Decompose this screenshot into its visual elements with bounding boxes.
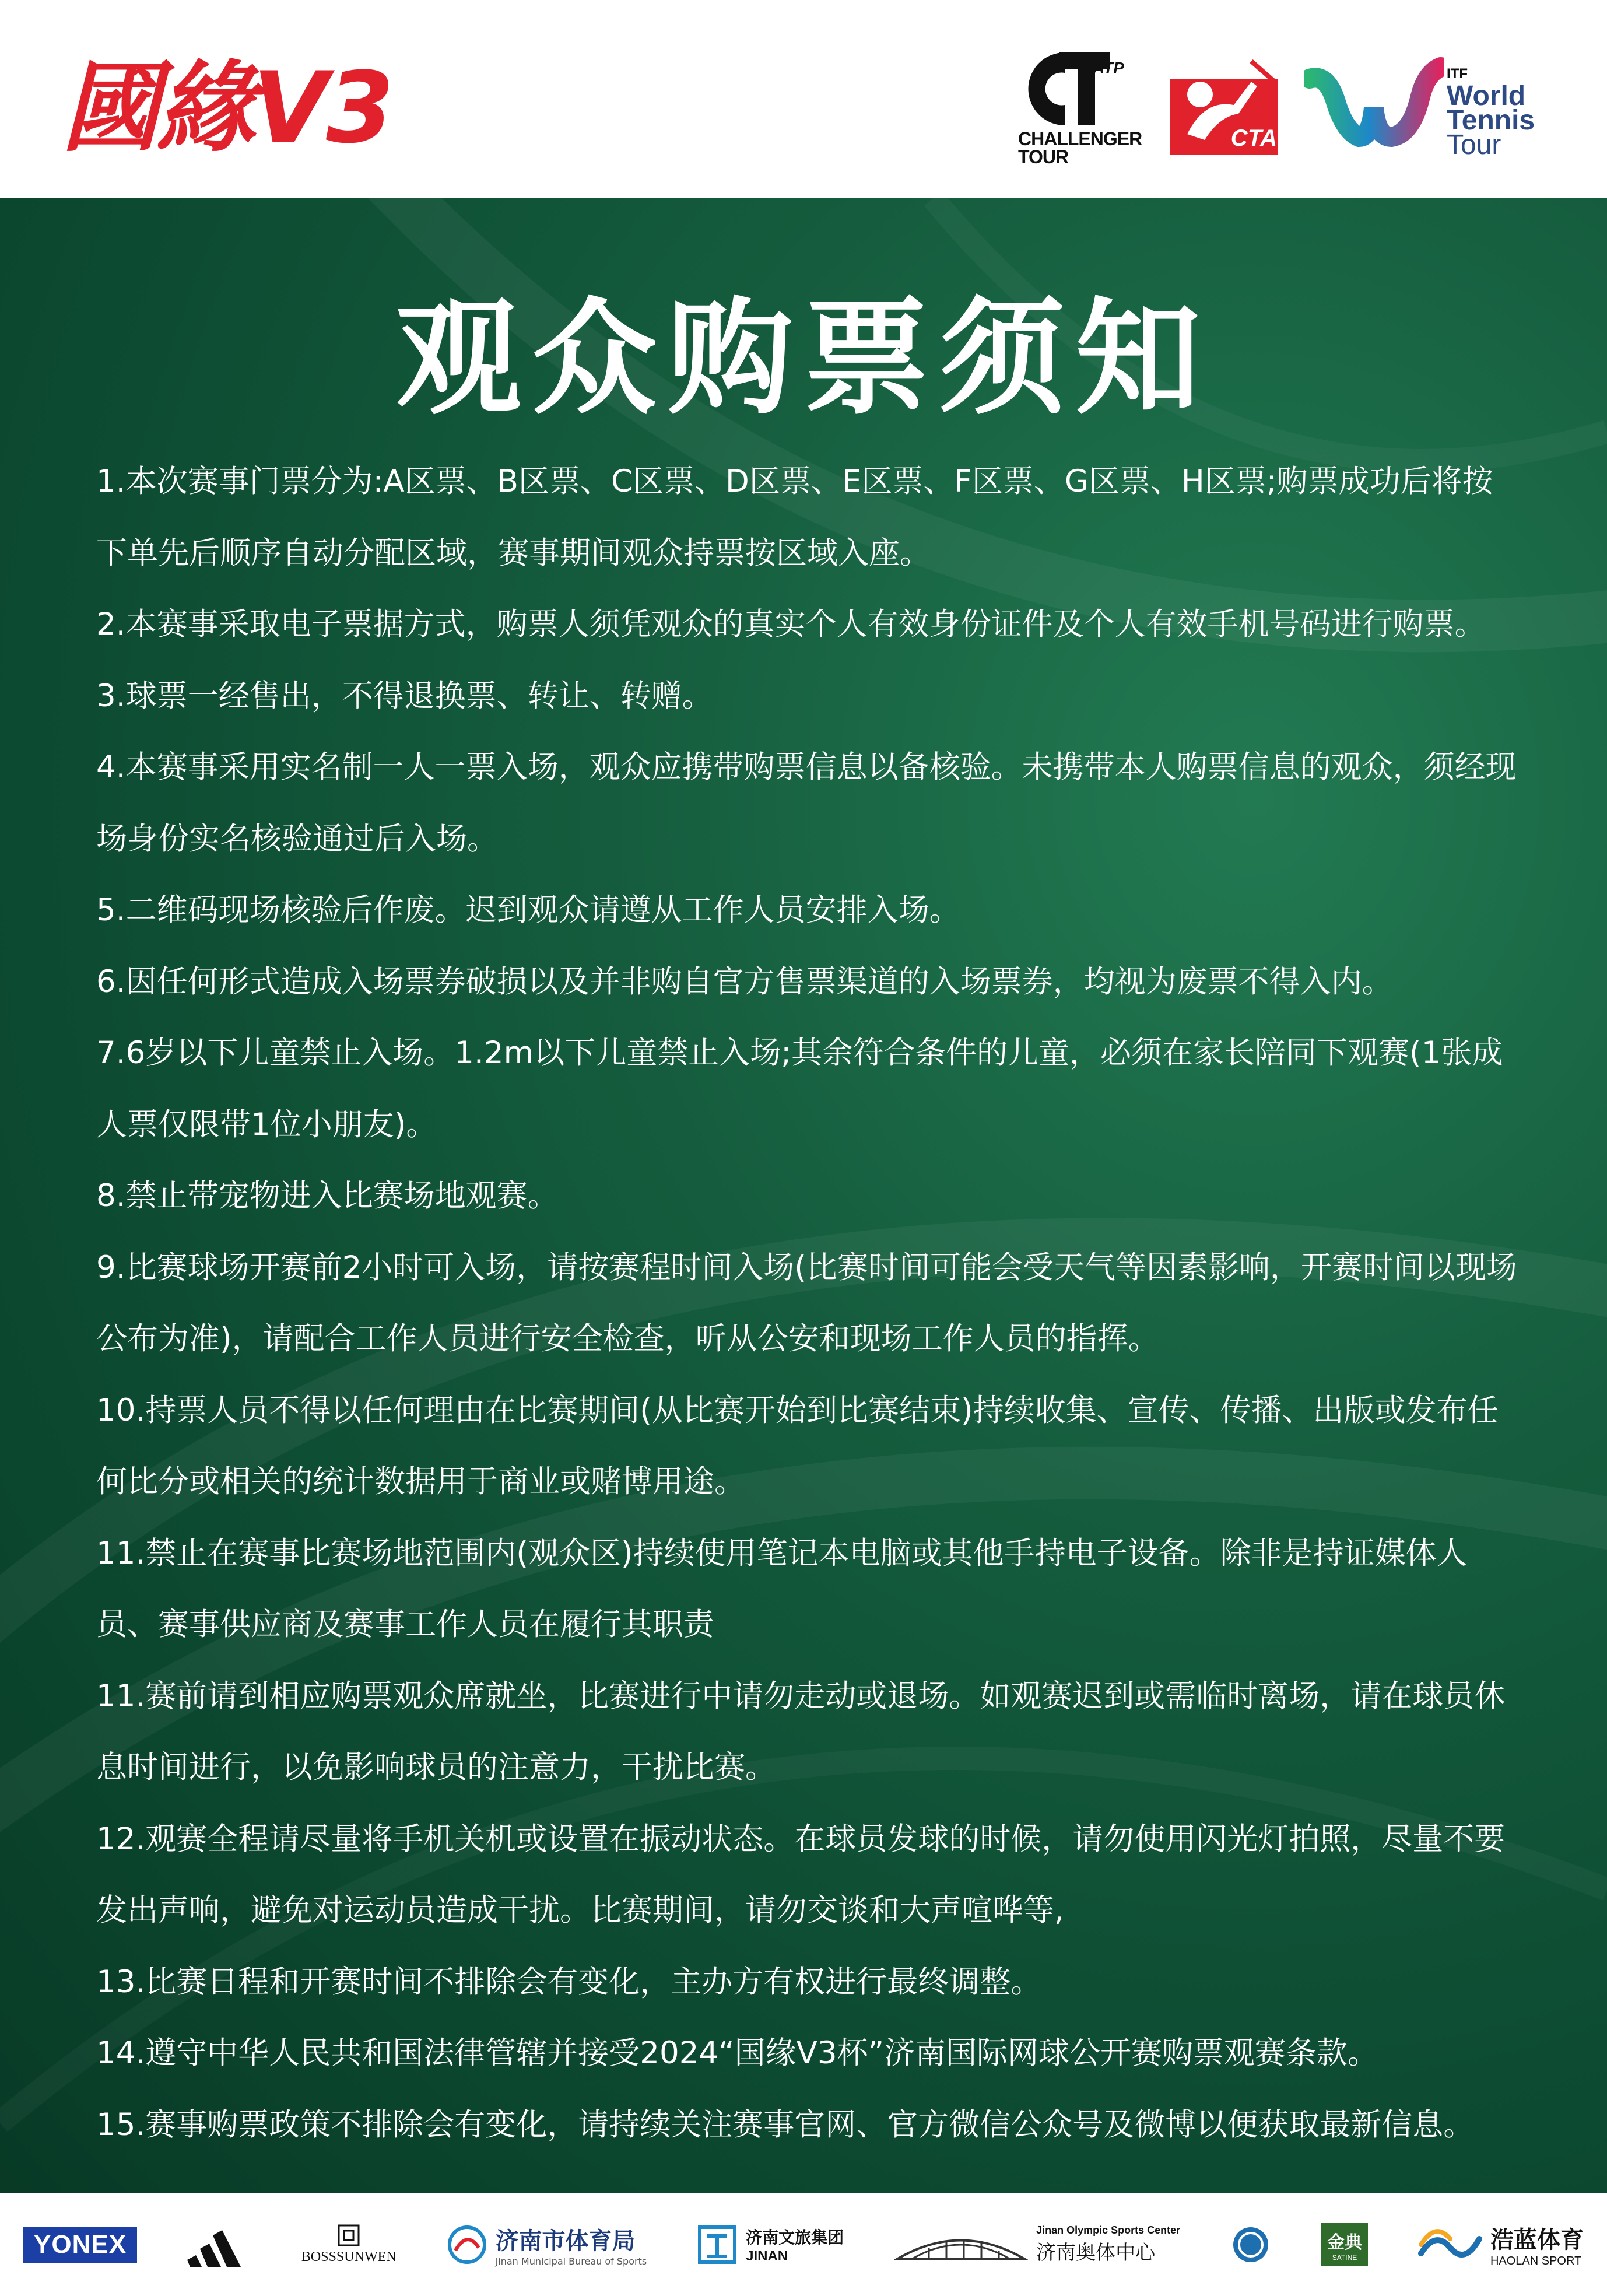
challenger-line1: CHALLENGER xyxy=(1018,128,1142,149)
jindian-label: 金典 xyxy=(1327,2232,1363,2253)
haolan-sport-logo xyxy=(1418,2221,1584,2268)
jinan-culture-logo xyxy=(697,2224,844,2265)
adidas-logo xyxy=(187,2221,251,2268)
wtt-mark-icon xyxy=(1304,50,1444,166)
jindian-logo xyxy=(1321,2223,1368,2266)
sponsor-footer xyxy=(0,2193,1607,2296)
rule-item: 15.赛事购票政策不排除会有变化，请持续关注赛事官网、官方微信公众号及微博以便获取最新信息。 xyxy=(96,2106,1475,2143)
rule-item: 12.观赛全程请尽量将手机关机或设置在振动状态。在球员发球的时候，请勿使用闪光灯拍照，尽量不要发出声响，避免对运动员造成干扰。比赛期间，请勿交谈和大声喧哗等, xyxy=(96,1821,1506,1928)
sports-bureau-mark-icon xyxy=(447,2224,487,2265)
jinan-olympic-center-logo xyxy=(894,2224,1180,2265)
rule-item: 14.遵守中华人民共和国法律管辖并接受2024“国缘V3杯”济南国际网球公开赛购票观赛条款。 xyxy=(96,2035,1379,2071)
sports-bureau-en-label: Jinan Municipal Bureau of Sports xyxy=(495,2255,647,2267)
sports-bureau-label: 济南市体育局 xyxy=(495,2227,636,2255)
culture-group-en-label: JINAN xyxy=(746,2248,788,2264)
haolan-en-label: HAOLAN SPORT xyxy=(1490,2254,1582,2267)
olympic-center-cn-label: 济南奥体中心 xyxy=(1036,2241,1156,2265)
rule-item: 10.持票人员不得以任何理由在比赛期间(从比赛开始到比赛结束)持续收集、宣传、传播、出版或发布任何比分或相关的统计数据用于商业或赌博用途。 xyxy=(96,1392,1499,1499)
itf-label: ITF xyxy=(1447,66,1468,82)
rule-item: 5.二维码现场核验后作废。迟到观众请遵从工作人员安排入场。 xyxy=(96,892,960,928)
bosssunwen-logo xyxy=(301,2224,397,2265)
rule-item: 7.6岁以下儿童禁止入场。1.2m以下儿童禁止入场;其余符合条件的儿童，必须在家长陪同下观赛(1张成人票仅限带1位小朋友)。 xyxy=(96,1035,1503,1142)
yonex-logo xyxy=(23,2227,137,2263)
rule-item: 11.赛前请到相应购票观众席就坐，比赛进行中请勿走动或退场。如观赛迟到或需临时离场，请在球员休息时间进行，以免影响球员的注意力，干扰比赛。 xyxy=(96,1678,1506,1785)
challenger-label xyxy=(1018,130,1142,166)
rule-item: 11.禁止在赛事比赛场地范围内(观众区)持续使用笔记本电脑或其他手持电子设备。除非是持证媒体人员、赛事供应商及赛事工作人员在履行其职责 xyxy=(96,1535,1468,1642)
haolan-label: 浩蓝体育 xyxy=(1490,2226,1584,2253)
atp-label: ATP xyxy=(1093,59,1124,77)
olympic-center-en-label: Jinan Olympic Sports Center xyxy=(1036,2224,1181,2236)
adidas-stripes-icon xyxy=(187,2221,251,2268)
header xyxy=(0,0,1607,198)
cta-logo xyxy=(1164,58,1280,157)
page-title: 观众购票须知 xyxy=(396,285,1211,432)
tournament-logos xyxy=(1018,50,1549,166)
guoyuan-v3-logo: 國緣V3 xyxy=(61,51,392,165)
stadium-icon xyxy=(894,2224,1028,2265)
challenger-line2: TOUR xyxy=(1018,146,1069,167)
rule-item: 3.球票一经售出，不得退换票、转让、转赠。 xyxy=(96,678,713,714)
wtt-line1: World xyxy=(1447,80,1526,111)
rule-item: 8.禁止带宠物进入比赛场地观赛。 xyxy=(96,1178,559,1214)
atp-challenger-logo xyxy=(1018,50,1141,166)
rule-item: 4.本赛事采用实名制一人一票入场，观众应携带购票信息以备核验。未携带本人购票信息的观众，须经现场身份实名核验通过后入场。 xyxy=(96,749,1517,857)
rules-list xyxy=(96,446,1519,2161)
jinan-sports-bureau-logo xyxy=(447,2223,647,2267)
cta-label: CTA xyxy=(1230,125,1277,151)
rule-item: 13.比赛日程和开赛时间不排除会有变化，主办方有权进行最终调整。 xyxy=(96,1964,1042,2000)
rule-item: 1.本次赛事门票分为:A区票、B区票、C区票、D区票、E区票、F区票、G区票、H区票;购票成功后将按下单先后顺序自动分配区域，赛事期间观众持票按区域入座。 xyxy=(96,464,1493,571)
wtt-line2: Tennis xyxy=(1447,105,1535,136)
wtt-line3: Tour xyxy=(1447,129,1501,160)
culture-group-label: 济南文旅集团 xyxy=(746,2227,844,2247)
world-tennis-tour-logo xyxy=(1304,50,1549,166)
yonex-label: YONEX xyxy=(23,2227,137,2263)
partner-emblem-logo xyxy=(1230,2224,1271,2265)
rule-item: 9.比赛球场开赛前2小时可入场，请按赛程时间入场(比赛时间可能会受天气等因素影响，开赛时间以现场公布为准)，请配合工作人员进行安全检查，听从公安和现场工作人员的指挥。 xyxy=(96,1249,1517,1356)
rule-item: 6.因任何形式造成入场票券破损以及并非购自官方售票渠道的入场票券，均视为废票不得入内。 xyxy=(96,963,1393,1000)
rule-item: 2.本赛事采取电子票据方式，购票人须凭观众的真实个人有效身份证件及个人有效手机号码进行购票。 xyxy=(96,607,1486,642)
partner-emblem-icon xyxy=(1230,2224,1271,2265)
bosssunwen-mark-icon xyxy=(337,2224,360,2247)
bosssunwen-label: BOSSSUNWEN xyxy=(301,2249,397,2265)
notice-panel xyxy=(0,198,1607,2193)
jindian-en-label: SATINE xyxy=(1332,2253,1357,2262)
haolan-wave-icon xyxy=(1418,2224,1482,2265)
culture-group-mark-icon xyxy=(697,2224,738,2265)
